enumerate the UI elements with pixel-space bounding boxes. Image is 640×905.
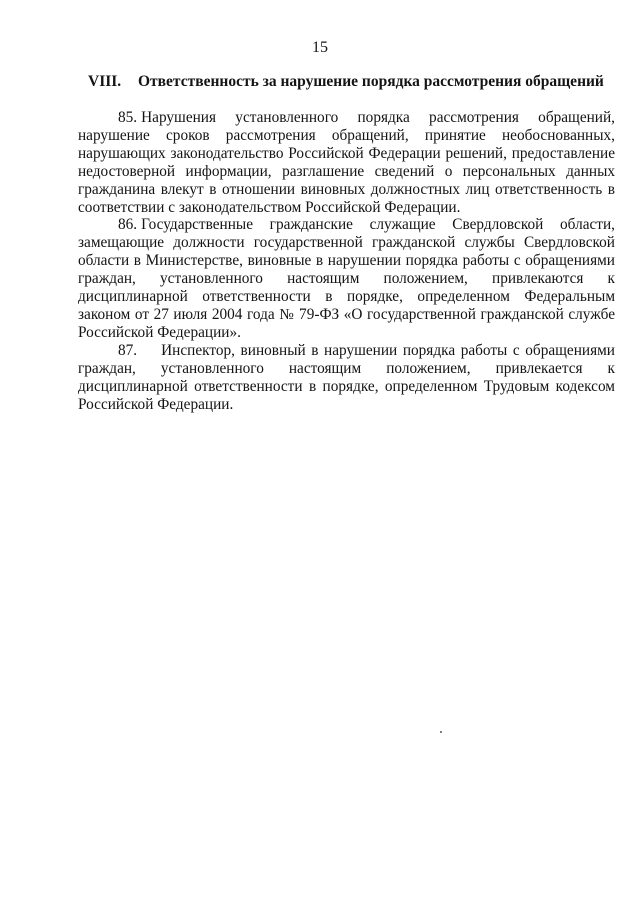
paragraph-number: 86. [118, 216, 138, 234]
paragraph-text: Инспектор, виновный в нарушении порядка работы с обращениями граждан, установленного настоящим положением, привлекается к дисциплинарной ответственности в порядке, определенном Трудовым кодексом Российской Федерации. [78, 341, 615, 413]
paragraph-number: 87. [118, 341, 138, 359]
page-number: 15 [312, 39, 328, 56]
paragraph-86 [78, 216, 615, 341]
paragraph-text: Государственные гражданские служащие Свердловской области, замещающие должности государственной гражданской службы Свердловской области в Министерстве, виновные в нарушении порядка работы с обращениями граждан, установленного настоящим положением, привлекаются к дисциплинарной ответственности в порядке, определенном Федеральным законом от 27 июля 2004 года № 79-ФЗ «О государственной гражданской службе Российской Федерации». [78, 216, 615, 341]
paragraph-text: Нарушения установленного порядка рассмотрения обращений, нарушение сроков рассмотрения обращений, принятие необоснованных, нарушающих законодательство Российской Федерации решений, предоставление недостоверной информации, разглашение сведений о персональных данных гражданина влекут в отношении виновных должностных лиц ответственность в соответствии с законодательством Российской Федерации. [78, 109, 615, 216]
paragraph-number: 85. [118, 109, 138, 126]
section-number: VIII. [88, 73, 122, 90]
paragraph-87 [78, 342, 615, 414]
document-body [78, 109, 615, 413]
section-title: Ответственность за нарушение порядка рассмотрения обращений [138, 73, 604, 90]
section-heading [88, 72, 618, 92]
paragraph-85 [78, 109, 615, 216]
scan-dot-mark [440, 731, 442, 733]
